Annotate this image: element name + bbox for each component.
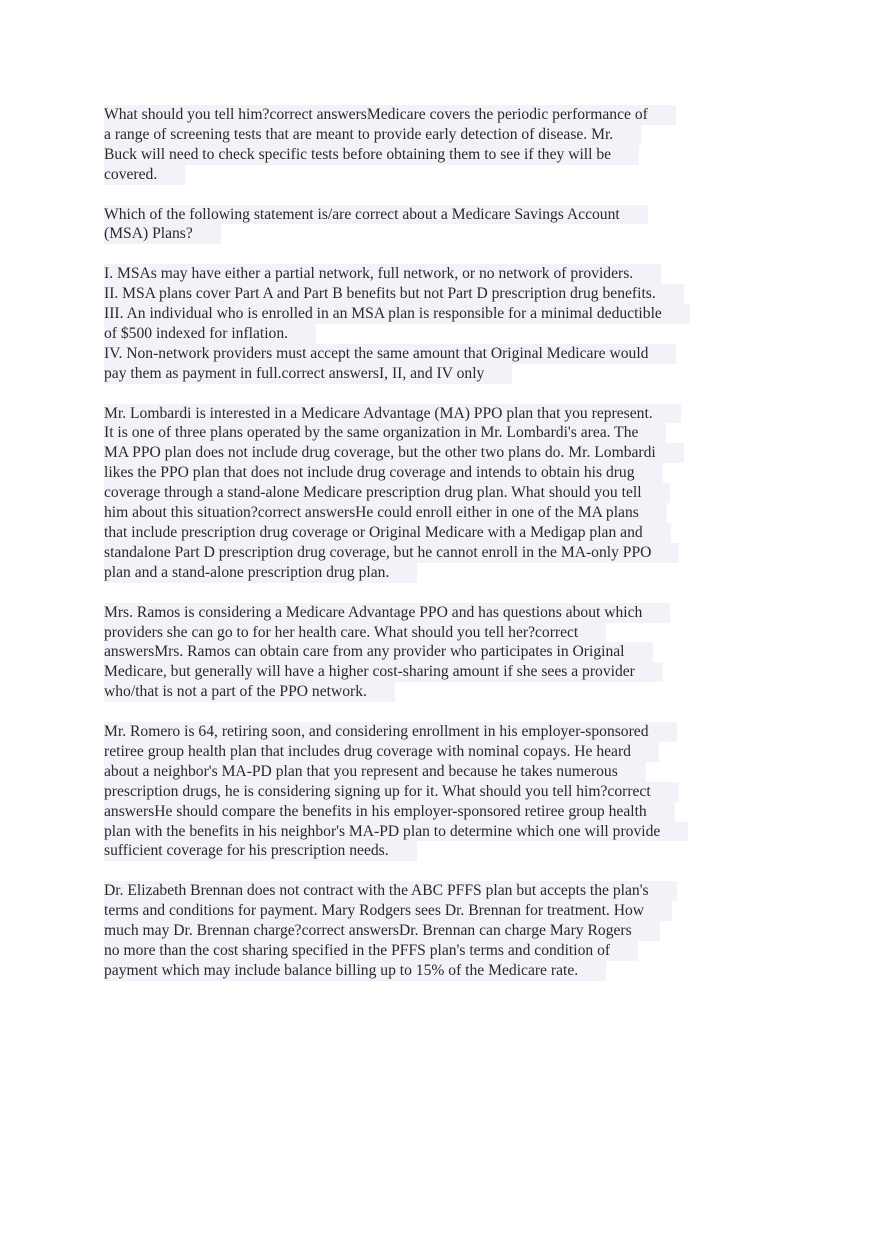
paragraph-ramos <box>104 603 784 703</box>
text-line: providers she can go to for her health care. What should you tell her?correct <box>104 623 784 643</box>
paragraph-msa-statements <box>104 264 784 383</box>
text-line: Medicare, but generally will have a higher cost-sharing amount if she sees a provider <box>104 662 784 682</box>
text-line: (MSA) Plans? <box>104 224 784 244</box>
text-line: that include prescription drug coverage or Original Medicare with a Medigap plan and <box>104 523 784 543</box>
text-line: II. MSA plans cover Part A and Part B benefits but not Part D prescription drug benefits. <box>104 284 784 304</box>
paragraph-romero <box>104 722 784 861</box>
text-line: coverage through a stand-alone Medicare prescription drug plan. What should you tell <box>104 483 784 503</box>
text-line: payment which may include balance billing up to 15% of the Medicare rate. <box>104 961 784 981</box>
text-line: IV. Non-network providers must accept the same amount that Original Medicare would <box>104 344 784 364</box>
text-line: likes the PPO plan that does not include drug coverage and intends to obtain his drug <box>104 463 784 483</box>
text-line: Mrs. Ramos is considering a Medicare Advantage PPO and has questions about which <box>104 603 784 623</box>
text-line: answersMrs. Ramos can obtain care from any provider who participates in Original <box>104 642 784 662</box>
text-line: no more than the cost sharing specified in the PFFS plan's terms and condition of <box>104 941 784 961</box>
text-line: I. MSAs may have either a partial network, full network, or no network of providers. <box>104 264 784 284</box>
text-line: him about this situation?correct answersHe could enroll either in one of the MA plans <box>104 503 784 523</box>
paragraph-brennan <box>104 881 784 981</box>
text-line: pay them as payment in full.correct answersI, II, and IV only <box>104 364 784 384</box>
text-line: a range of screening tests that are meant to provide early detection of disease. Mr. <box>104 125 784 145</box>
text-line: Mr. Lombardi is interested in a Medicare Advantage (MA) PPO plan that you represent. <box>104 404 784 424</box>
paragraph-msa-question <box>104 205 784 245</box>
text-line: Buck will need to check specific tests before obtaining them to see if they will be <box>104 145 784 165</box>
text-line: plan and a stand-alone prescription drug plan. <box>104 563 784 583</box>
text-line: answersHe should compare the benefits in his employer-sponsored retiree group health <box>104 802 784 822</box>
document-body <box>104 105 784 1001</box>
text-line: It is one of three plans operated by the same organization in Mr. Lombardi's area. The <box>104 423 784 443</box>
text-line: sufficient coverage for his prescription needs. <box>104 841 784 861</box>
text-line: MA PPO plan does not include drug coverage, but the other two plans do. Mr. Lombardi <box>104 443 784 463</box>
text-line: retiree group health plan that includes drug coverage with nominal copays. He heard <box>104 742 784 762</box>
text-line: terms and conditions for payment. Mary Rodgers sees Dr. Brennan for treatment. How <box>104 901 784 921</box>
text-line: prescription drugs, he is considering signing up for it. What should you tell him?correct <box>104 782 784 802</box>
text-line: plan with the benefits in his neighbor's MA-PD plan to determine which one will provide <box>104 822 784 842</box>
paragraph-lombardi <box>104 404 784 583</box>
text-line: Mr. Romero is 64, retiring soon, and considering enrollment in his employer-sponsored <box>104 722 784 742</box>
text-line: Dr. Elizabeth Brennan does not contract with the ABC PFFS plan but accepts the plan's <box>104 881 784 901</box>
text-line: III. An individual who is enrolled in an MSA plan is responsible for a minimal deductible <box>104 304 784 324</box>
text-line: about a neighbor's MA-PD plan that you represent and because he takes numerous <box>104 762 784 782</box>
text-line: What should you tell him?correct answersMedicare covers the periodic performance of <box>104 105 784 125</box>
text-line: of $500 indexed for inflation. <box>104 324 784 344</box>
text-line: standalone Part D prescription drug coverage, but he cannot enroll in the MA-only PPO <box>104 543 784 563</box>
paragraph-screening-answer <box>104 105 784 185</box>
text-line: Which of the following statement is/are correct about a Medicare Savings Account <box>104 205 784 225</box>
text-line: covered. <box>104 165 784 185</box>
text-line: who/that is not a part of the PPO network. <box>104 682 784 702</box>
text-line: much may Dr. Brennan charge?correct answersDr. Brennan can charge Mary Rogers <box>104 921 784 941</box>
